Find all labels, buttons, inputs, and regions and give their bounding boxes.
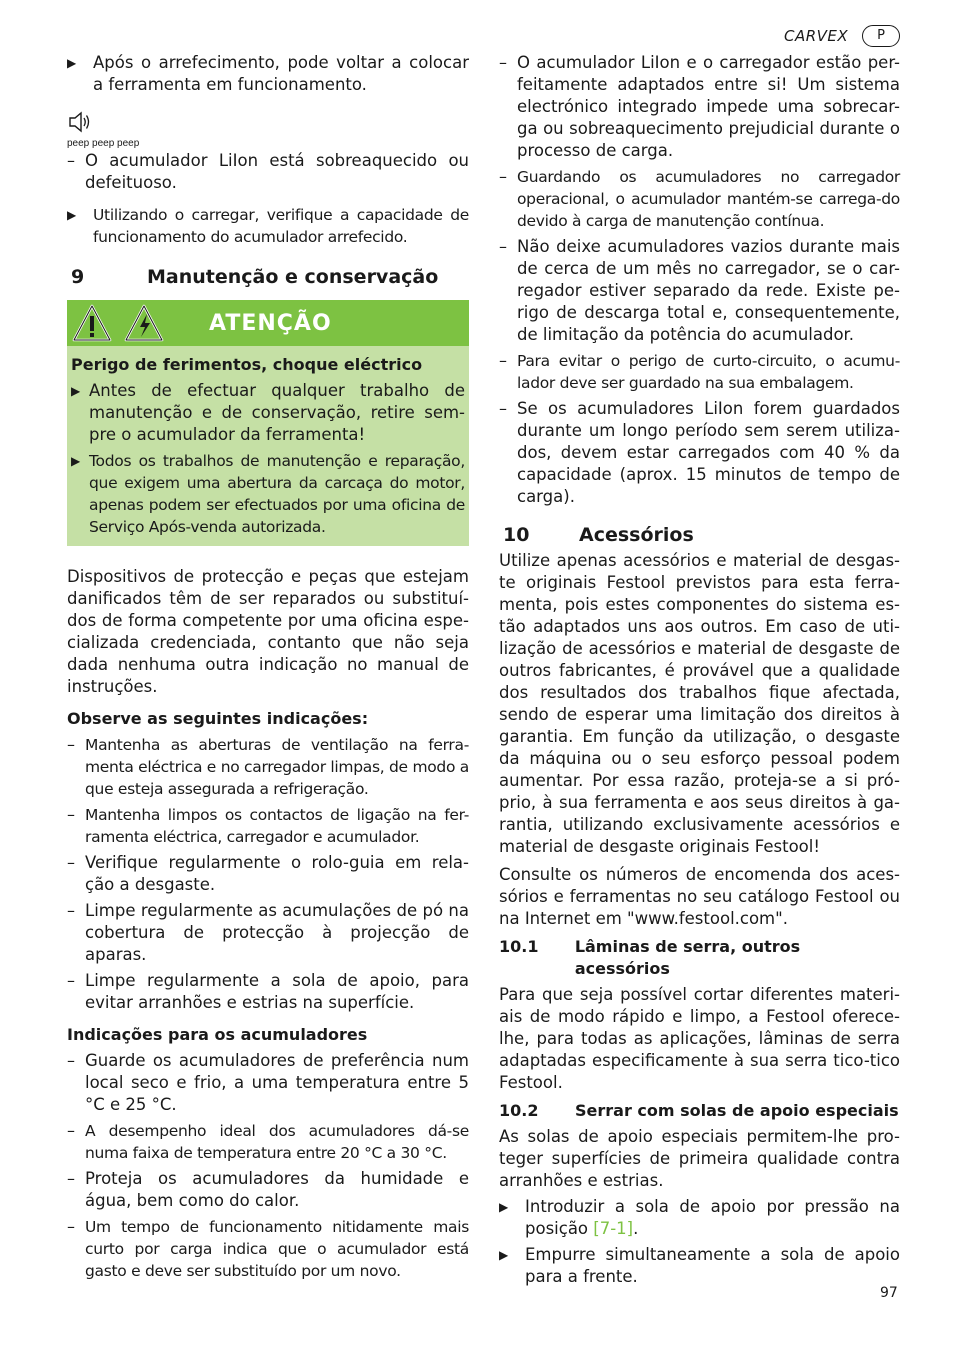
paragraph: As solas de apoio especiais permitem-lhe pro-teger superfícies de primeira qualidade contra arranhões e estrias. xyxy=(499,1127,900,1190)
paragraph: Dispositivos de protecção e peças que estejam danificados têm de ser reparados ou substituí-dos de forma competente por uma oficina espe-cializada credenciada, contanto que não seja dada nenhuma outra indicação no manual de instruções. xyxy=(67,567,469,696)
language-badge: P xyxy=(862,25,900,47)
intro-bullet: ▶ Após o arrefecimento, pode voltar a colocar a ferramenta em funcionamento. xyxy=(67,53,469,94)
warning-subtitle: Perigo de ferimentos, choque eléctrico xyxy=(71,355,423,374)
sound-signal xyxy=(67,110,469,150)
paragraph: Para que seja possível cortar diferentes materi-ais de modo rápido e limpo, a Festool oferece-lhe, para todas as aplicações, lâminas de serra adaptadas especificamente à sua serra tico-tico Festool. xyxy=(499,985,900,1092)
instruction-bullet: ▶ Empurre simultaneamente a sola de apoio para a frente. xyxy=(499,1245,900,1286)
electric-shock-icon xyxy=(123,303,165,343)
warning-item: ▶ Antes de efectuar qualquer trabalho de manutenção e de conservação, retire sem-pre o acumulador da ferramenta! xyxy=(71,381,465,444)
section-10-heading: 10 Acessórios xyxy=(503,524,694,546)
list-item: – O acumulador LiIon e o carregador estão per-feitamente adaptados entre si! Um sistema electrónico integrado impede uma sobrecar-ga ou sobreaquecimento prejudicial durante o processo de carga. xyxy=(499,53,900,160)
list-item: – Não deixe acumuladores vazios durante mais de cerca de um mês no carregador, se o car-regador estiver separado da rede. Existe pe-rigo de descarga total e, consequentemente, de limitação da potência do acumulador. xyxy=(499,237,900,344)
speaker-icon xyxy=(67,110,93,134)
page-header xyxy=(784,24,900,48)
left-column xyxy=(67,52,469,1282)
triangle-bullet-icon: ▶ xyxy=(67,208,77,222)
list-item: – Um tempo de funcionamento nitidamente mais curto por carga indica que o acumulador está gasto e deve ser substituído por um novo. xyxy=(67,1217,469,1280)
list-item: – Guardando os acumuladores no carregador operacional, o acumulador mantém-se carrega-do devido à carga de manutenção contínua. xyxy=(499,167,900,230)
right-column xyxy=(499,52,900,1288)
warning-box xyxy=(67,300,469,546)
triangle-bullet-icon: ▶ xyxy=(67,56,77,70)
sound-bullet: ▶ Utilizando o carregar, verifique a capacidade de funcionamento do acumulador arrefecido. xyxy=(67,206,469,246)
triangle-bullet-icon: ▶ xyxy=(499,1248,509,1262)
paragraph: Utilize apenas acessórios e material de desgas-te originais Festool previstos para esta ferra-menta, pois estes componentes do sistema es-tão adaptados uns aos outros. Em caso de uti-lização de acessórios e material de desgaste de outros fabricantes, é provável que a qualidade dos resultados dos trabalhos fique afectada, sendo de esperar uma limitação dos direitos à garantia. Em função da utilização, o desgaste da máquina ou o seu esforço pessoal podem aumentar. Por essa razão, proteja-se a si pró-prio, à sua ferramenta e aos seus direitos à ga-rantia, utilizando exclusivamente acessórios e material de desgaste originais Festool! xyxy=(499,551,900,856)
sound-label: peep peep peep xyxy=(67,138,140,149)
list-item: – Guarde os acumuladores de preferência num local seco e frio, a uma temperatura entre 5 °C e 25 °C. xyxy=(67,1051,469,1114)
figure-reference-link[interactable]: [7-1] xyxy=(593,1219,634,1238)
list-item: – Para evitar o perigo de curto-circuito, o acumu-lador deve ser guardado na sua embalagem. xyxy=(499,351,900,392)
warning-item: ▶ Todos os trabalhos de manutenção e reparação, que exigem uma abertura da carcaça do motor, apenas podem ser efectuados por uma oficina de Serviço Após-venda autorizada. xyxy=(71,452,465,536)
paragraph: Consulte os números de encomenda dos aces-sórios e ferramentas no seu catálogo Festool ou na Internet em "www.festool.com". xyxy=(499,865,900,928)
list-item: – A desempenho ideal dos acumuladores dá-se numa faixa de temperatura entre 20 °C a 30 °C. xyxy=(67,1121,469,1162)
list-item: – Limpe regularmente as acumulações de pó na cobertura de protecção à projecção de aparas. xyxy=(67,901,469,964)
triangle-bullet-icon: ▶ xyxy=(499,1200,509,1214)
warning-header xyxy=(67,300,469,346)
triangle-bullet-icon: ▶ xyxy=(71,454,81,468)
section-10-2-heading: 10.2 Serrar com solas de apoio especiais xyxy=(499,1101,899,1120)
list-item: – Se os acumuladores LiIon forem guardados durante um longo período sem serem utiliza-dos, devem estar carregados com 40 % da capacidade (aprox. 15 minutos de tempo de carga). xyxy=(499,399,900,506)
section-10-1-heading: 10.1 Lâminas de serra, outros acessórios xyxy=(499,937,801,978)
warning-triangle-icon xyxy=(71,303,113,343)
section-9-heading: 9 Manutenção e conservação xyxy=(71,266,439,288)
warning-title: ATENÇÃO xyxy=(209,310,332,336)
observe-heading: Observe as seguintes indicações: xyxy=(67,709,369,728)
list-item: – Proteja os acumuladores da humidade e água, bem como do calor. xyxy=(67,1169,469,1210)
brand-name: CARVEX xyxy=(783,27,849,45)
triangle-bullet-icon: ▶ xyxy=(71,384,81,398)
instruction-bullet: ▶ Introduzir a sola de apoio por pressão na posição [7-1]. xyxy=(499,1197,900,1238)
warning-body xyxy=(67,346,469,546)
list-item: – Verifique regularmente o rolo-guia em rela-ção a desgaste. xyxy=(67,853,469,894)
page-number: 97 xyxy=(880,1285,898,1301)
list-item: – Mantenha limpos os contactos de ligação na fer-ramenta eléctrica, carregador e acumulador. xyxy=(67,805,469,846)
sound-dash-item: – O acumulador LiIon está sobreaquecido ou defeituoso. xyxy=(67,151,469,192)
list-item: – Limpe regularmente a sola de apoio, para evitar arranhões e estrias na superfície. xyxy=(67,971,469,1012)
battery-heading: Indicações para os acumuladores xyxy=(67,1025,368,1044)
list-item: – Mantenha as aberturas de ventilação na ferra-menta eléctrica e no carregador limpas, de modo a que esteja assegurada a refrigeração. xyxy=(67,735,469,798)
